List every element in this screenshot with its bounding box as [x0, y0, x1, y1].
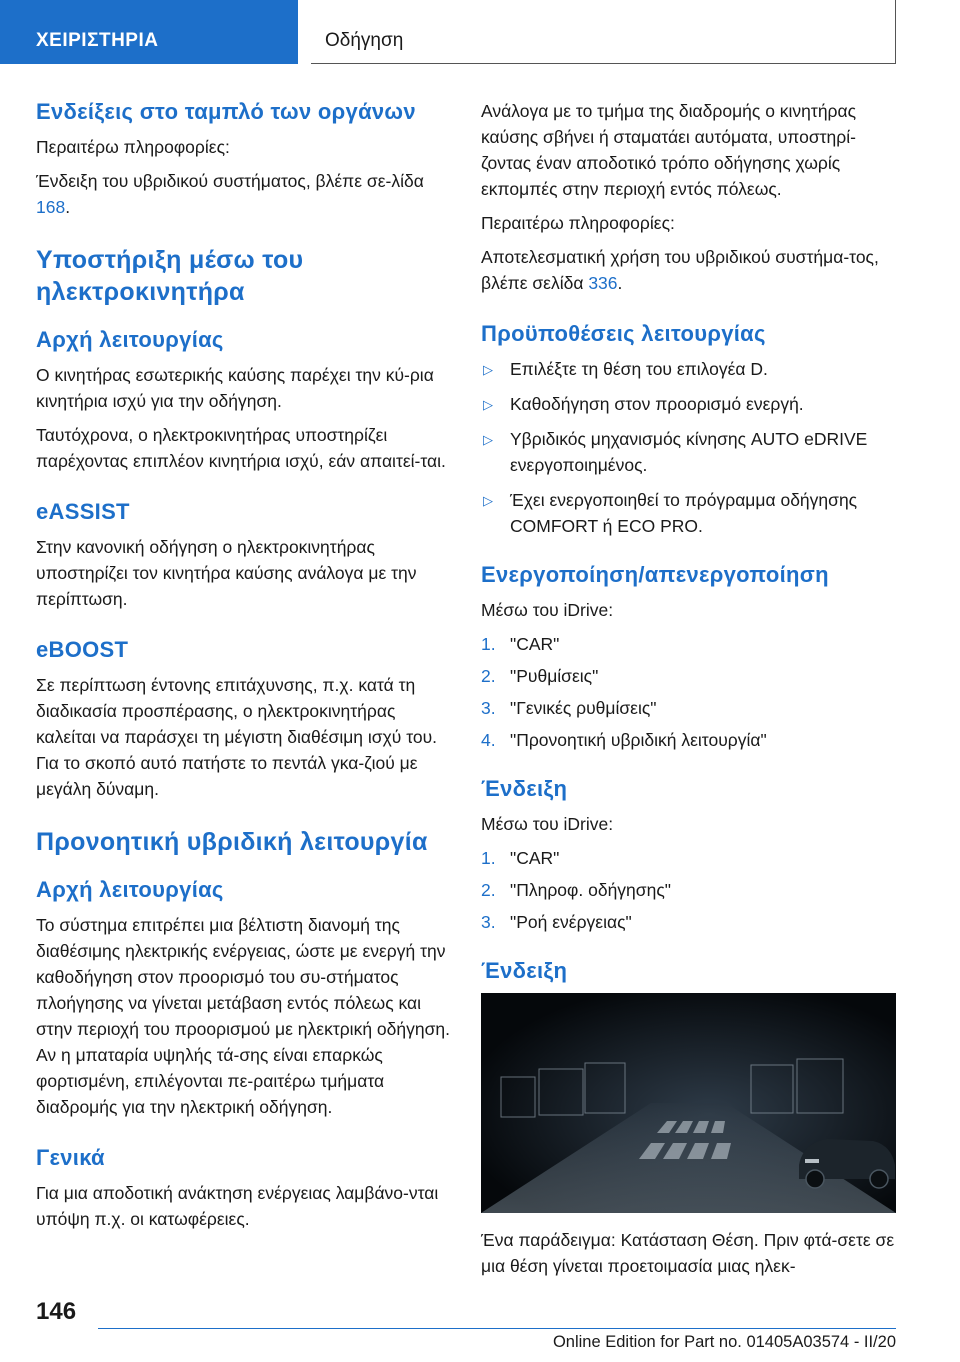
page-link-336[interactable]: 336	[588, 273, 618, 293]
step-number: 1.	[481, 634, 496, 654]
step-number: 2.	[481, 666, 496, 686]
list-item	[481, 356, 896, 382]
heading-dashboard-indicators: Ενδείξεις στο ταμπλό των οργάνων	[36, 99, 416, 124]
paragraph-via-idrive: Μέσω του iDrive:	[481, 600, 614, 620]
paragraph-general: Για μια αποδοτική ανάκτηση ενέργειας λαμβάνο‐νται υπόψη π.χ. οι κατωφέρειες.	[36, 1183, 439, 1229]
list-item	[481, 391, 896, 417]
paragraph-more-info: Περαιτέρω πληροφορίες:	[36, 137, 230, 157]
step-text: "CAR"	[510, 848, 560, 868]
footer-divider	[98, 1328, 896, 1329]
triangle-bullet-icon: ▷	[483, 397, 493, 412]
paragraph-via-idrive-2: Μέσω του iDrive:	[481, 814, 614, 834]
list-item	[481, 487, 896, 539]
heading-display: Ένδειξη	[481, 776, 568, 801]
list-item-text: Καθοδήγηση στον προορισμό ενεργή.	[510, 394, 804, 414]
heading-prerequisites: Προϋποθέσεις λειτουργίας	[481, 321, 766, 346]
list-item	[481, 631, 896, 657]
paragraph-text: .	[617, 273, 623, 293]
road-display-image	[481, 993, 896, 1213]
paragraph-route: Ανάλογα με το τμήμα της διαδρομής ο κινητήρας καύσης σβήνει ή σταματάει αυτόματα, υποστηρί‐ζοντας έναν αποδοτικό τρόπο οδήγησης χωρίς εκπομπές στην περιοχή εντός πόλεως.	[481, 101, 857, 199]
list-item	[481, 877, 896, 903]
paragraph-text: Αποτελεσματική χρήση του υβριδικού συστήμα‐τος, βλέπε σελίδα	[481, 247, 879, 293]
heading-eboost: eBOOST	[36, 637, 129, 662]
heading-principle: Αρχή λειτουργίας	[36, 327, 224, 352]
list-item	[481, 909, 896, 935]
heading-principle-2: Αρχή λειτουργίας	[36, 877, 224, 902]
paragraph-example: Ένα παράδειγμα: Κατάσταση Θέση. Πριν φτά‐σετε σε μια θέση γίνεται προετοιμασία μιας ηλεκ‐	[481, 1230, 895, 1276]
heading-motor-support: Υποστήριξη μέσω του ηλεκτροκινητήρα	[36, 246, 304, 306]
paragraph-text: Ένδειξη του υβριδικού συστήματος, βλέπε σε‐λίδα	[36, 171, 424, 191]
step-number: 3.	[481, 698, 496, 718]
triangle-bullet-icon: ▷	[483, 432, 493, 447]
list-item	[481, 426, 896, 478]
heading-activation: Ενεργοποίηση/απενεργοποίηση	[481, 562, 829, 587]
activation-steps	[481, 631, 896, 753]
list-item-text: Υβριδικός μηχανισμός κίνησης AUTO eDRIVE ενεργοποιημένος.	[510, 429, 868, 475]
heading-predictive-hybrid: Προνοητική υβριδική λειτουργία	[36, 828, 428, 856]
paragraph-principle-2: Το σύστημα επιτρέπει μια βέλτιστη διανομή της διαθέσιμης ηλεκτρικής ενέργειας, ώστε με ενεργή την καθοδήγηση στον προορισμό του συ‐στήματος πλοήγησης να γίνεται μετάβαση εντός πόλεως και στην περιοχή του προορισμού με ηλεκτρική οδήγηση. Αν η μπαταρία υψηλής τά‐σης είναι επαρκώς φορτισμένη, επιλέγονται πε‐ραιτέρω τμήματα διαδρομής για την ηλεκτρική οδήγηση.	[36, 915, 451, 1117]
chapter-title: Οδήγηση	[311, 0, 896, 64]
list-item	[481, 695, 896, 721]
step-text: "Γενικές ρυθμίσεις"	[510, 698, 657, 718]
heading-eassist: eASSIST	[36, 499, 130, 524]
step-number: 1.	[481, 848, 496, 868]
page-link-168[interactable]: 168	[36, 197, 66, 217]
left-column	[36, 98, 450, 1240]
paragraph-principle-b: Ταυτόχρονα, ο ηλεκτροκινητήρας υποστηρίζει παρέχοντας επιπλέον κινητήρια ισχύ, εάν απαιτεί‐ται.	[36, 425, 446, 471]
triangle-bullet-icon: ▷	[483, 493, 493, 508]
step-text: "Προνοητική υβριδική λειτουργία"	[510, 730, 767, 750]
list-item-text: Επιλέξτε τη θέση του επιλογέα D.	[510, 359, 768, 379]
paragraph-eboost: Σε περίπτωση έντονης επιτάχυνσης, π.χ. κατά τη διαδικασία προσπέρασης, ο ηλεκτροκινητήρας καλείται να παράσχει τη μέγιστη διαθέσιμη ισχύ του. Για το σκοπό αυτό πατήστε το πεντάλ γκα‐ζιού με μεγάλη δύναμη.	[36, 675, 438, 799]
triangle-bullet-icon: ▷	[483, 362, 493, 377]
paragraph-principle-a: Ο κινητήρας εσωτερικής καύσης παρέχει την κύ‐ρια κινητήρια ισχύ για την οδήγηση.	[36, 365, 434, 411]
heading-display-2: Ένδειξη	[481, 958, 568, 983]
section-tab: ΧΕΙΡΙΣΤΗΡΙΑ	[0, 0, 298, 64]
step-text: "Πληροφ. οδήγησης"	[510, 880, 671, 900]
paragraph-eassist: Στην κανονική οδήγηση ο ηλεκτροκινητήρας υποστηρίζει τον κινητήρα καύσης ανάλογα με την περίπτωση.	[36, 537, 417, 609]
step-number: 3.	[481, 912, 496, 932]
list-item	[481, 845, 896, 871]
step-number: 2.	[481, 880, 496, 900]
paragraph-more-info-2: Περαιτέρω πληροφορίες:	[481, 213, 675, 233]
right-column	[481, 98, 896, 1287]
footer-edition: Online Edition for Part no. 01405A03574 - II/20	[552, 1333, 896, 1351]
list-item-text: Έχει ενεργοποιηθεί το πρόγραμμα οδήγησης COMFORT ή ECO PRO.	[510, 490, 858, 536]
list-item	[481, 663, 896, 689]
display-steps	[481, 845, 896, 935]
paragraph-text: .	[65, 197, 71, 217]
prerequisite-list	[481, 356, 896, 539]
step-number: 4.	[481, 730, 496, 750]
list-item	[481, 727, 896, 753]
step-text: "Ρυθμίσεις"	[510, 666, 599, 686]
heading-general: Γενικά	[36, 1145, 105, 1170]
paragraph-hybrid-ref	[36, 168, 450, 220]
step-text: "Ροή ενέργειας"	[510, 912, 632, 932]
step-text: "CAR"	[510, 634, 560, 654]
paragraph-efficiency-ref	[481, 244, 896, 296]
page-number: 146	[36, 1298, 77, 1325]
